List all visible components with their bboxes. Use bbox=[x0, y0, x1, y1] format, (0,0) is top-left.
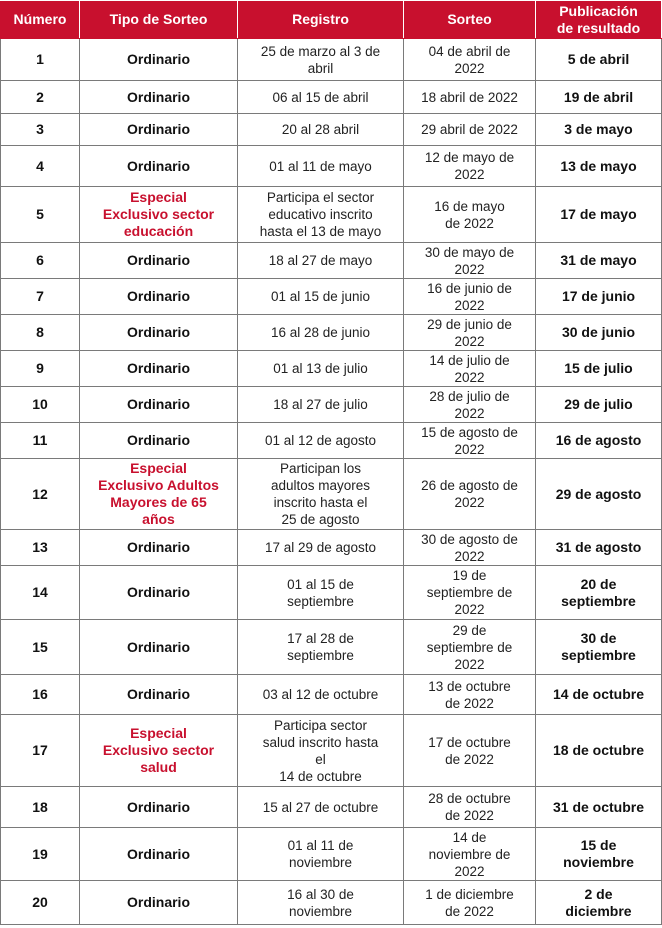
cell-tipo-line: Ordinario bbox=[126, 396, 190, 412]
cell-tipo-line: Ordinario bbox=[126, 432, 190, 448]
cell-sorteo-line: 16 de junio de bbox=[427, 280, 512, 296]
cell-registro-line: noviembre bbox=[288, 903, 353, 919]
cell-publicacion-line: 31 de mayo bbox=[560, 252, 637, 268]
cell-publicacion bbox=[536, 620, 662, 675]
table-row bbox=[1, 351, 662, 387]
cell-registro bbox=[238, 39, 404, 81]
cell-numero: 8 bbox=[1, 315, 80, 351]
cell-publicacion-line: 31 de agosto bbox=[555, 539, 642, 555]
cell-sorteo-line: de 2022 bbox=[445, 808, 494, 823]
cell-tipo bbox=[80, 81, 238, 114]
cell-tipo-line: salud bbox=[140, 759, 177, 775]
cell-publicacion-line: 15 de julio bbox=[564, 360, 633, 376]
cell-sorteo-line: 29 de junio de bbox=[427, 316, 512, 332]
cell-tipo bbox=[80, 459, 238, 530]
cell-registro-line: 25 de agosto bbox=[281, 512, 360, 527]
table-row bbox=[1, 715, 662, 787]
cell-registro-line: 18 al 27 de julio bbox=[273, 397, 368, 412]
cell-sorteo-line: de 2022 bbox=[445, 903, 494, 919]
cell-registro-line: 15 al 27 de octubre bbox=[262, 799, 379, 815]
cell-tipo bbox=[80, 351, 238, 387]
header-numero: Número bbox=[1, 1, 80, 39]
cell-tipo bbox=[80, 39, 238, 81]
cell-tipo-line: Ordinario bbox=[126, 51, 190, 67]
cell-publicacion-line: 17 de junio bbox=[561, 288, 636, 304]
cell-publicacion bbox=[536, 146, 662, 187]
cell-sorteo-line: 2022 bbox=[454, 297, 485, 313]
cell-sorteo-line: 2022 bbox=[454, 405, 485, 421]
cell-publicacion bbox=[536, 81, 662, 114]
table-row bbox=[1, 187, 662, 243]
cell-registro bbox=[238, 387, 404, 423]
cell-sorteo-line: 2022 bbox=[454, 261, 485, 277]
table-row bbox=[1, 566, 662, 620]
cell-registro-line: 01 al 15 de bbox=[287, 576, 354, 592]
cell-tipo-line: Exclusivo sector bbox=[102, 742, 215, 758]
cell-registro-line: 06 al 15 de abril bbox=[272, 89, 369, 105]
cell-publicacion-line: 3 de mayo bbox=[564, 121, 633, 137]
cell-tipo bbox=[80, 881, 238, 925]
cell-tipo bbox=[80, 675, 238, 715]
table-row bbox=[1, 146, 662, 187]
header-publicacion-line1: Publicación bbox=[559, 2, 638, 19]
cell-tipo-line: Ordinario bbox=[126, 288, 190, 304]
cell-sorteo bbox=[404, 459, 536, 530]
cell-tipo-line: Mayores de 65 bbox=[110, 494, 207, 510]
cell-tipo-line: años bbox=[142, 511, 175, 527]
cell-sorteo-line: 30 de mayo de bbox=[424, 244, 515, 260]
cell-publicacion-line: 18 de octubre bbox=[552, 742, 645, 758]
cell-numero: 17 bbox=[1, 715, 80, 787]
cell-sorteo bbox=[404, 675, 536, 715]
cell-sorteo bbox=[404, 315, 536, 351]
cell-publicacion bbox=[536, 459, 662, 530]
cell-sorteo-line: 28 de octubre bbox=[428, 791, 511, 806]
cell-publicacion bbox=[536, 787, 662, 828]
cell-registro-line: abril bbox=[307, 60, 334, 76]
cell-tipo bbox=[80, 566, 238, 620]
cell-sorteo bbox=[404, 787, 536, 828]
cell-tipo bbox=[80, 146, 238, 187]
header-sorteo: Sorteo bbox=[404, 1, 536, 39]
cell-sorteo bbox=[404, 881, 536, 925]
cell-tipo bbox=[80, 530, 238, 566]
cell-tipo-line: Exclusivo Adultos bbox=[98, 477, 219, 493]
table-row bbox=[1, 81, 662, 114]
cell-registro bbox=[238, 243, 404, 279]
table-row bbox=[1, 675, 662, 715]
cell-publicacion bbox=[536, 423, 662, 459]
cell-publicacion-line: 16 de agosto bbox=[555, 432, 642, 448]
cell-tipo bbox=[80, 787, 238, 828]
cell-registro-line: salud inscrito hasta bbox=[262, 734, 379, 750]
table-row bbox=[1, 620, 662, 675]
cell-registro-line: 25 de marzo al 3 de bbox=[260, 43, 381, 59]
cell-sorteo bbox=[404, 351, 536, 387]
cell-publicacion bbox=[536, 881, 662, 925]
cell-numero: 4 bbox=[1, 146, 80, 187]
cell-registro-line: Participa el sector bbox=[266, 190, 375, 205]
cell-sorteo-line: 29 abril de 2022 bbox=[421, 122, 518, 137]
cell-registro-line: 17 al 29 de agosto bbox=[264, 540, 377, 555]
cell-numero: 5 bbox=[1, 187, 80, 243]
table-row bbox=[1, 423, 662, 459]
table-row bbox=[1, 787, 662, 828]
cell-numero: 11 bbox=[1, 423, 80, 459]
cell-numero: 12 bbox=[1, 459, 80, 530]
cell-registro bbox=[238, 675, 404, 715]
cell-registro bbox=[238, 828, 404, 881]
header-tipo: Tipo de Sorteo bbox=[80, 1, 238, 39]
cell-tipo bbox=[80, 243, 238, 279]
cell-registro-line: 03 al 12 de octubre bbox=[262, 687, 379, 702]
header-publicacion-line2: de resultado bbox=[556, 19, 641, 36]
table-row bbox=[1, 828, 662, 881]
cell-sorteo-line: 30 de agosto de bbox=[421, 531, 518, 547]
cell-sorteo-line: 2022 bbox=[454, 548, 485, 564]
table-row bbox=[1, 459, 662, 530]
cell-sorteo bbox=[404, 39, 536, 81]
cell-tipo bbox=[80, 620, 238, 675]
cell-registro-line: septiembre bbox=[287, 648, 354, 663]
cell-registro bbox=[238, 315, 404, 351]
cell-sorteo-line: 2022 bbox=[454, 333, 485, 349]
cell-tipo-line: educación bbox=[123, 223, 194, 239]
cell-publicacion-line: 2 de bbox=[584, 885, 613, 902]
cell-sorteo-line: 2022 bbox=[454, 863, 485, 879]
cell-publicacion bbox=[536, 39, 662, 81]
cell-numero: 14 bbox=[1, 566, 80, 620]
cell-publicacion bbox=[536, 387, 662, 423]
cell-sorteo-line: 14 de bbox=[452, 829, 487, 845]
cell-sorteo bbox=[404, 387, 536, 423]
cell-tipo bbox=[80, 315, 238, 351]
cell-numero: 20 bbox=[1, 881, 80, 925]
cell-tipo-line: Ordinario bbox=[126, 638, 190, 655]
cell-registro-line: 16 al 28 de junio bbox=[270, 325, 371, 340]
cell-numero: 13 bbox=[1, 530, 80, 566]
cell-publicacion bbox=[536, 187, 662, 243]
cell-sorteo-line: 17 de octubre bbox=[428, 734, 511, 750]
cell-publicacion-line: septiembre bbox=[561, 592, 636, 609]
cell-publicacion bbox=[536, 675, 662, 715]
cell-publicacion-line: 14 de octubre bbox=[552, 686, 645, 702]
cell-registro bbox=[238, 423, 404, 459]
cell-publicacion-line: 15 de bbox=[580, 837, 617, 853]
cell-sorteo-line: 28 de julio de bbox=[429, 388, 510, 404]
cell-publicacion-line: 13 de mayo bbox=[560, 157, 637, 174]
cell-sorteo bbox=[404, 530, 536, 566]
cell-publicacion-line: 5 de abril bbox=[567, 51, 630, 67]
cell-numero: 19 bbox=[1, 828, 80, 881]
table-row bbox=[1, 243, 662, 279]
cell-sorteo-line: 12 de mayo de bbox=[424, 150, 515, 165]
cell-sorteo bbox=[404, 146, 536, 187]
cell-numero: 15 bbox=[1, 620, 80, 675]
cell-registro bbox=[238, 715, 404, 787]
cell-tipo-line: Especial bbox=[130, 189, 187, 205]
cell-registro-line: educativo inscrito bbox=[268, 207, 373, 222]
cell-sorteo-line: de 2022 bbox=[445, 751, 494, 767]
cell-sorteo-line: 2022 bbox=[454, 441, 485, 457]
cell-tipo bbox=[80, 715, 238, 787]
cell-publicacion-line: 29 de agosto bbox=[555, 485, 642, 502]
cell-sorteo-line: 2022 bbox=[454, 60, 485, 76]
cell-sorteo-line: 19 de bbox=[452, 568, 487, 583]
cell-sorteo bbox=[404, 423, 536, 459]
cell-registro bbox=[238, 530, 404, 566]
cell-registro-line: Participa sector bbox=[273, 717, 368, 733]
cell-registro-line: 01 al 13 de julio bbox=[273, 361, 368, 376]
cell-tipo bbox=[80, 187, 238, 243]
cell-sorteo-line: septiembre de bbox=[426, 585, 513, 600]
cell-tipo bbox=[80, 828, 238, 881]
cell-registro-line: adultos mayores bbox=[270, 478, 371, 493]
cell-sorteo bbox=[404, 828, 536, 881]
cell-tipo-line: Ordinario bbox=[126, 539, 190, 555]
cell-numero: 9 bbox=[1, 351, 80, 387]
cell-registro-line: 17 al 28 de bbox=[287, 631, 354, 646]
cell-sorteo-line: 04 de abril de bbox=[428, 43, 511, 59]
cell-sorteo-line: 2022 bbox=[454, 656, 485, 672]
cell-tipo-line: Ordinario bbox=[126, 157, 190, 174]
cell-publicacion bbox=[536, 530, 662, 566]
cell-publicacion bbox=[536, 315, 662, 351]
cell-tipo-line: Ordinario bbox=[126, 88, 190, 105]
cell-publicacion bbox=[536, 279, 662, 315]
cell-publicacion-line: 29 de julio bbox=[564, 396, 633, 412]
cell-registro-line: el bbox=[315, 751, 326, 767]
cell-tipo-line: Ordinario bbox=[126, 324, 190, 340]
cell-tipo bbox=[80, 387, 238, 423]
cell-numero: 3 bbox=[1, 114, 80, 146]
cell-registro-line: 20 al 28 abril bbox=[281, 122, 360, 137]
cell-registro bbox=[238, 566, 404, 620]
cell-registro-line: 01 al 11 de mayo bbox=[269, 158, 372, 174]
cell-tipo-line: Ordinario bbox=[126, 845, 190, 862]
cell-sorteo-line: 2022 bbox=[454, 167, 485, 182]
cell-publicacion bbox=[536, 243, 662, 279]
cell-sorteo-line: 2022 bbox=[454, 602, 485, 617]
table-row bbox=[1, 279, 662, 315]
cell-tipo-line: Ordinario bbox=[126, 894, 190, 910]
cell-tipo bbox=[80, 114, 238, 146]
cell-publicacion-line: 31 de octubre bbox=[552, 798, 645, 815]
header-row bbox=[1, 1, 662, 39]
cell-tipo-line: Especial bbox=[130, 460, 187, 476]
cell-sorteo-line: 1 de diciembre bbox=[425, 886, 514, 902]
header-publicacion bbox=[536, 1, 662, 39]
table-row bbox=[1, 387, 662, 423]
cell-sorteo-line: 13 de octubre bbox=[428, 678, 511, 694]
cell-numero: 7 bbox=[1, 279, 80, 315]
cell-sorteo-line: 2022 bbox=[454, 369, 485, 385]
cell-sorteo-line: 2022 bbox=[454, 495, 485, 510]
cell-publicacion-line: septiembre bbox=[561, 647, 636, 663]
cell-registro-line: septiembre bbox=[287, 593, 354, 609]
cell-registro-line: noviembre bbox=[288, 855, 353, 870]
cell-registro bbox=[238, 146, 404, 187]
cell-registro bbox=[238, 279, 404, 315]
cell-numero: 16 bbox=[1, 675, 80, 715]
cell-registro-line: 16 al 30 de bbox=[287, 886, 354, 902]
cell-registro-line: 14 de octubre bbox=[279, 768, 362, 784]
cell-tipo-line: Ordinario bbox=[126, 798, 190, 815]
cell-sorteo-line: 14 de julio de bbox=[429, 352, 510, 368]
cell-registro bbox=[238, 459, 404, 530]
cell-tipo-line: Ordinario bbox=[126, 584, 190, 600]
table-row bbox=[1, 39, 662, 81]
cell-registro-line: 01 al 11 de bbox=[287, 838, 354, 853]
cell-sorteo-line: de 2022 bbox=[445, 215, 494, 231]
cell-numero: 18 bbox=[1, 787, 80, 828]
cell-tipo bbox=[80, 279, 238, 315]
cell-numero: 2 bbox=[1, 81, 80, 114]
cell-sorteo bbox=[404, 715, 536, 787]
cell-registro bbox=[238, 114, 404, 146]
cell-sorteo bbox=[404, 620, 536, 675]
cell-registro-line: inscrito hasta el bbox=[273, 495, 368, 510]
cell-sorteo-line: de 2022 bbox=[445, 695, 494, 711]
cell-publicacion-line: 19 de abril bbox=[563, 88, 634, 105]
table-row bbox=[1, 315, 662, 351]
cell-tipo-line: Ordinario bbox=[126, 252, 190, 268]
cell-sorteo-line: septiembre de bbox=[426, 639, 513, 655]
cell-publicacion bbox=[536, 715, 662, 787]
cell-tipo-line: Exclusivo sector bbox=[102, 206, 215, 222]
cell-registro-line: 01 al 12 de agosto bbox=[264, 433, 377, 448]
cell-sorteo-line: noviembre de bbox=[428, 846, 511, 862]
cell-sorteo bbox=[404, 243, 536, 279]
cell-registro bbox=[238, 81, 404, 114]
cell-sorteo-line: 15 de agosto de bbox=[421, 424, 518, 440]
cell-registro-line: hasta el 13 de mayo bbox=[259, 224, 382, 239]
cell-publicacion-line: noviembre bbox=[563, 854, 634, 870]
cell-numero: 6 bbox=[1, 243, 80, 279]
cell-sorteo bbox=[404, 187, 536, 243]
table-row bbox=[1, 530, 662, 566]
cell-sorteo bbox=[404, 279, 536, 315]
cell-tipo-line: Ordinario bbox=[126, 121, 190, 137]
cell-sorteo bbox=[404, 566, 536, 620]
cell-sorteo bbox=[404, 81, 536, 114]
cell-sorteo-line: 18 abril de 2022 bbox=[421, 89, 518, 105]
cell-publicacion bbox=[536, 114, 662, 146]
cell-tipo-line: Ordinario bbox=[126, 686, 190, 702]
cell-registro bbox=[238, 787, 404, 828]
cell-sorteo bbox=[404, 114, 536, 146]
cell-publicacion-line: 30 de junio bbox=[561, 324, 636, 340]
header-registro: Registro bbox=[238, 1, 404, 39]
cell-publicacion bbox=[536, 828, 662, 881]
cell-tipo-line: Ordinario bbox=[126, 360, 190, 376]
cell-publicacion bbox=[536, 351, 662, 387]
cell-registro bbox=[238, 881, 404, 925]
cell-registro-line: Participan los bbox=[279, 461, 362, 476]
table-row bbox=[1, 881, 662, 925]
cell-sorteo-line: 16 de mayo bbox=[434, 198, 505, 214]
cell-sorteo-line: 26 de agosto de bbox=[421, 478, 518, 493]
cell-numero: 10 bbox=[1, 387, 80, 423]
cell-registro bbox=[238, 187, 404, 243]
cell-publicacion-line: 17 de mayo bbox=[560, 206, 637, 222]
cell-registro-line: 01 al 15 de junio bbox=[270, 289, 371, 304]
cell-tipo bbox=[80, 423, 238, 459]
cell-publicacion-line: 30 de bbox=[580, 630, 617, 646]
cell-sorteo-line: 29 de bbox=[452, 622, 487, 638]
table-row bbox=[1, 114, 662, 146]
cell-numero: 1 bbox=[1, 39, 80, 81]
cell-registro-line: 18 al 27 de mayo bbox=[268, 253, 373, 268]
cell-publicacion-line: diciembre bbox=[565, 902, 632, 919]
cell-registro bbox=[238, 620, 404, 675]
cell-publicacion bbox=[536, 566, 662, 620]
cell-registro bbox=[238, 351, 404, 387]
cell-publicacion-line: 20 de bbox=[580, 575, 617, 592]
cell-tipo-line: Especial bbox=[130, 725, 187, 741]
